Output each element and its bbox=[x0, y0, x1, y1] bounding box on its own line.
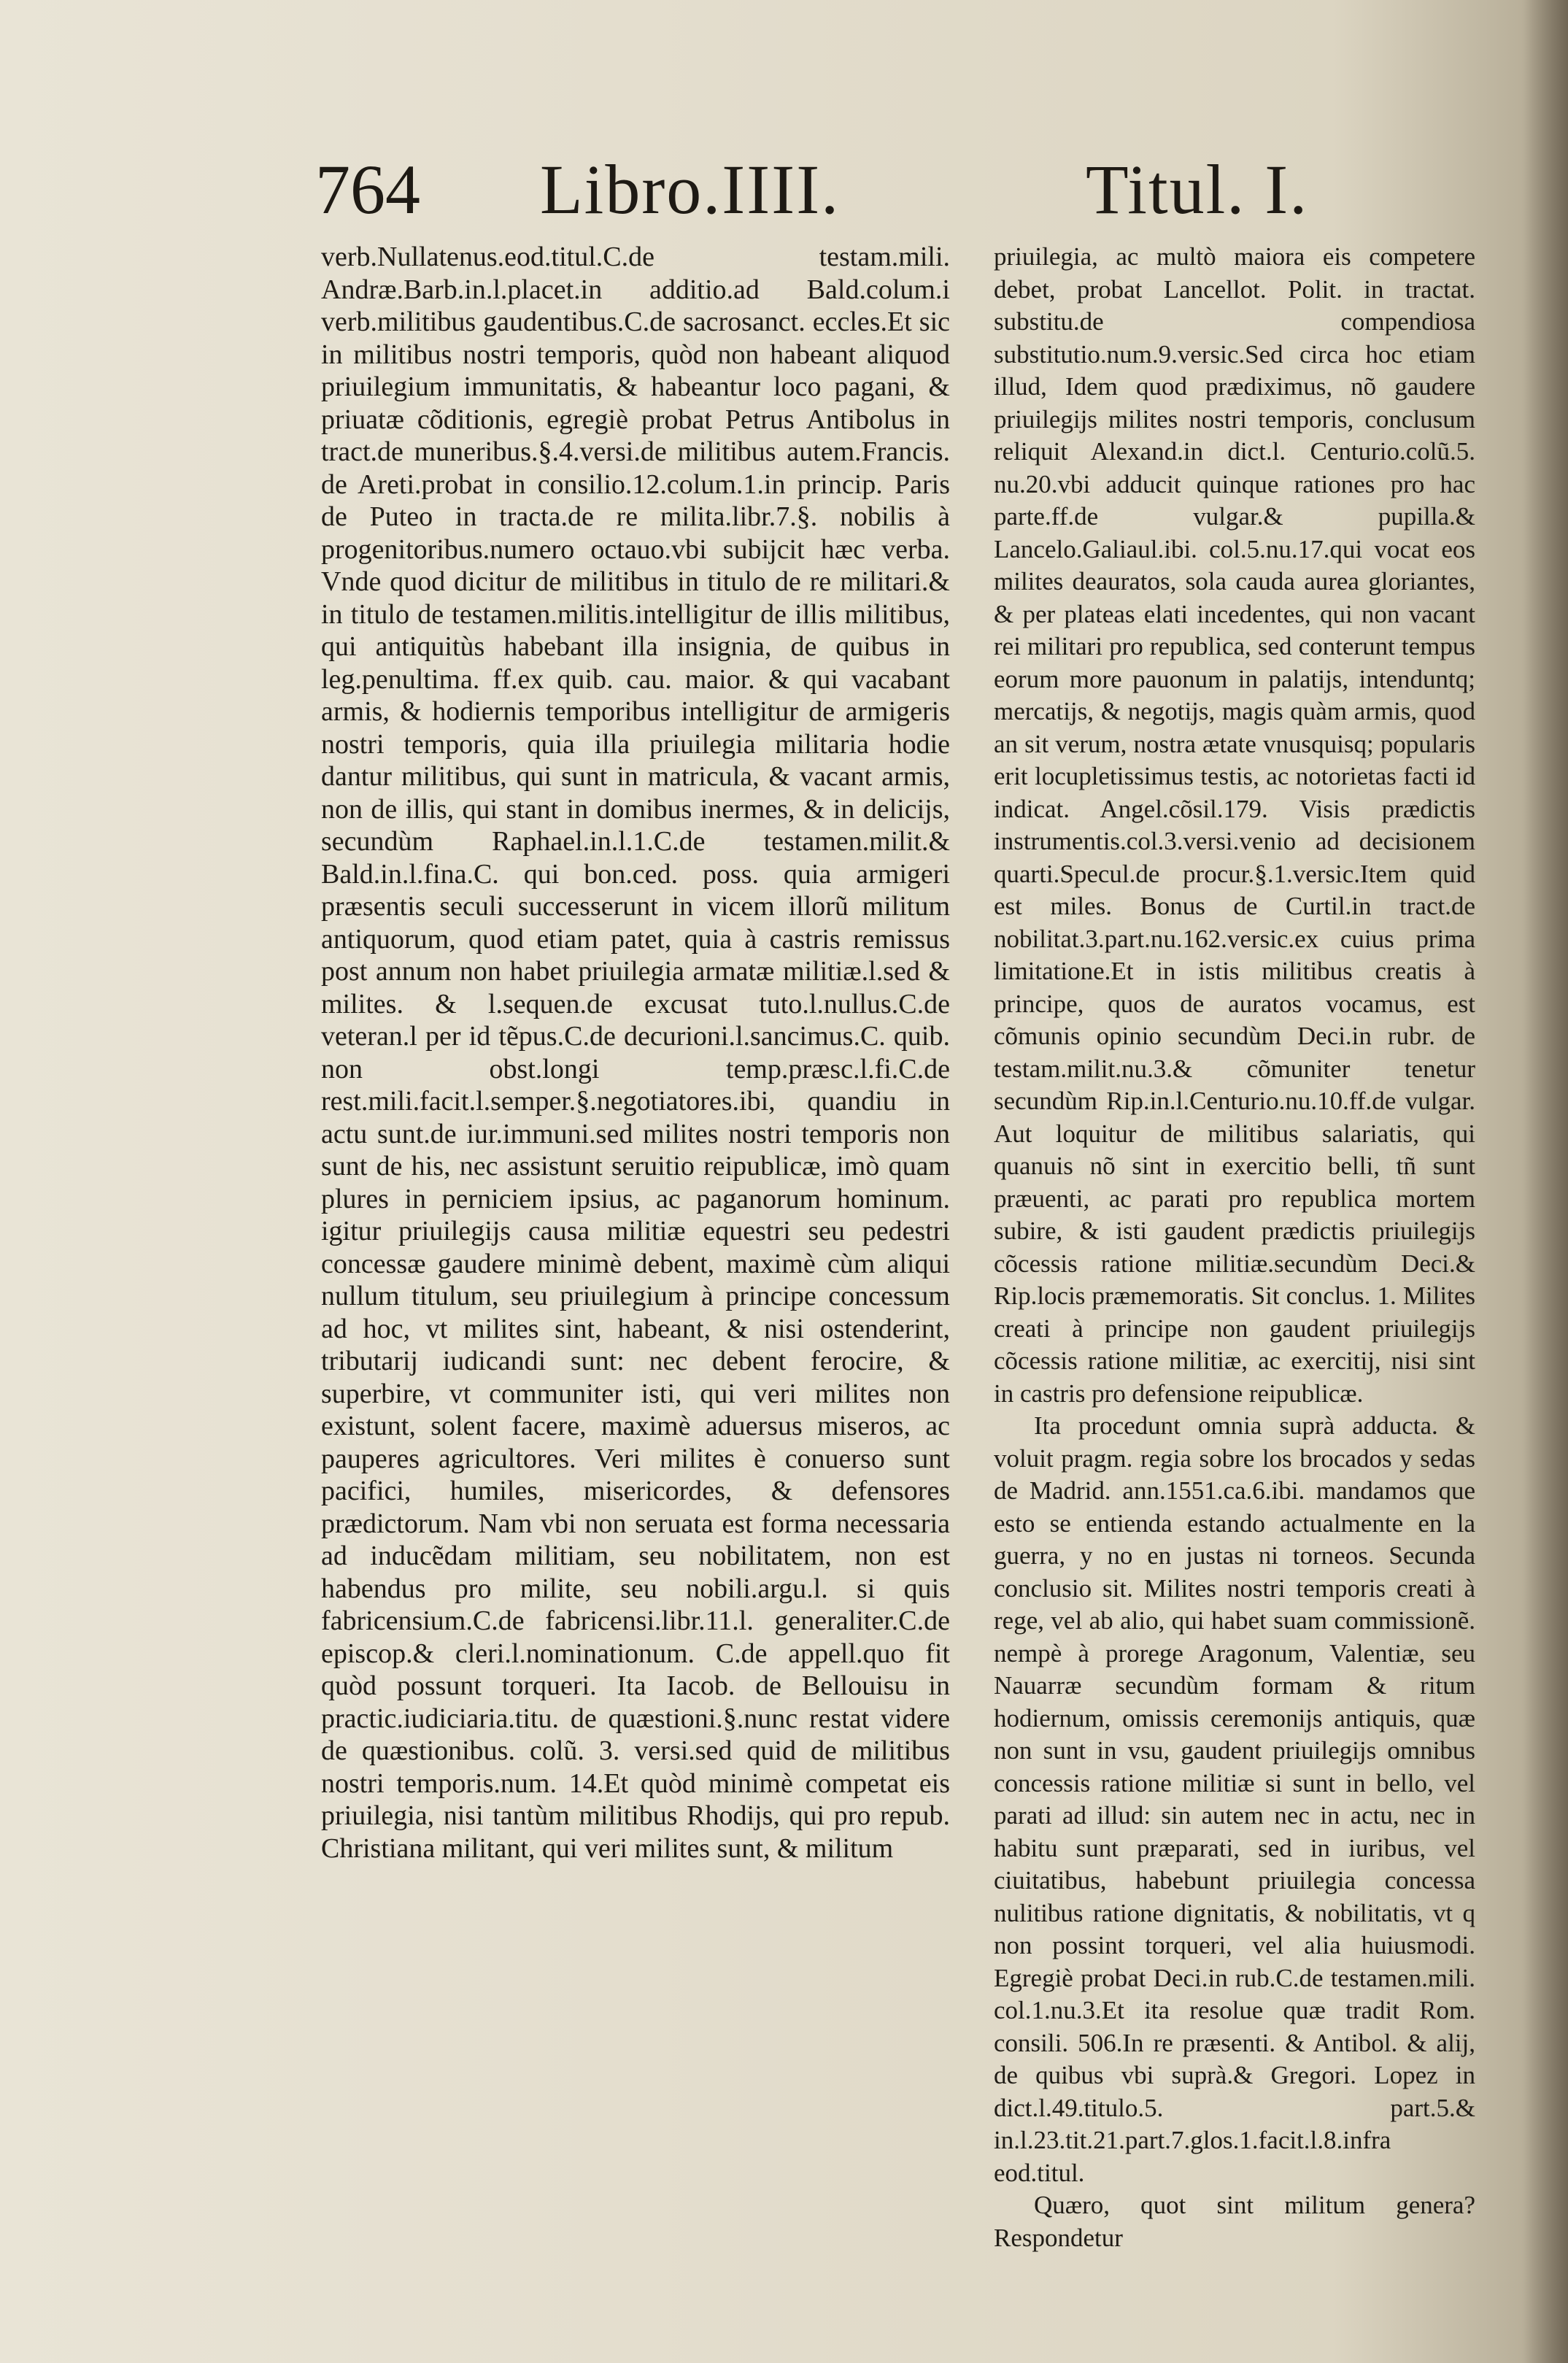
page-number: 764 bbox=[315, 150, 420, 228]
right-column-paragraph-2: Ita procedunt omnia suprà adducta. & voluit pragm. regia sobre los brocados y sedas de Madrid. ann.1551.ca.6.ibi. mandamos que esto se entienda estando actualmente en la guerra, y no en justas ni torneos. Secunda conclusio sit. Milites nostri temporis creati à rege, vel ab alio, qui habet suam commissionẽ. nempè à prorege Aragonum, Valentiæ, seu Nauarræ secundùm formam & ritum hodiernum, omissis ceremonijs antiquis, quæ non sunt in vsu, gaudent priuilegijs omnibus concessis ratione militiæ si sunt in bello, vel parati ad illud: sin autem nec in actu, nec in habitu sunt præparati, sed in iuribus, vel ciuitatibus, habebunt priuilegia concessa nulitibus ratione dignitatis, & nobilitatis, vt q non possint torqueri, vel alia huiusmodi. Egregiè probat Deci.in rub.C.de testamen.mili. col.1.nu.3.Et ita resolue quæ tradit Rom. consili. 506.In re præsenti. & Antibol. & alij, de quibus vbi suprà.& Gregori. Lopez in dict.l.49.titulo.5. part.5.& in.l.23.tit.21.part.7.glos.1.facit.l.8.infra eod.titul. bbox=[994, 1411, 1475, 2187]
running-head: Libro.IIII. bbox=[540, 150, 841, 228]
page-edge-shadow bbox=[1524, 0, 1568, 2363]
left-column-text: verb.Nullatenus.eod.titul.C.de testam.mili. Andræ.Barb.in.l.placet.in additio.ad Bald.colum.i verb.militibus gaudentibus.C.de sacrosanct. eccles.Et sic in militibus nostri temporis, quòd non habeant aliquod priuilegium immunitatis, & habeantur loco pagani, & priuatæ cõditionis, egregiè probat Petrus Antibolus in tract.de muneribus.§.4.versi.de militibus autem.Francis. de Areti.probat in consilio.12.colum.1.in princip. Paris de Puteo in tracta.de re milita.libr.7.§. nobilis à progenitoribus.numero octauo.vbi subijcit hæc verba. Vnde quod dicitur de militibus in titulo de re militari.& in titulo de testamen.militis.intelligitur de illis militibus, qui antiquitùs habebant illa insignia, de quibus in leg.penultima. ff.ex quib. cau. maior. & qui vacabant armis, & hodiernis temporibus intelligitur de armigeris nostri temporis, quia illa priuilegia militaria hodie dantur militibus, qui sunt in matricula, & vacant armis, non de illis, qui stant in domibus inermes, & in delicijs, secundùm Raphael.in.l.1.C.de testamen.milit.& Bald.in.l.fina.C. qui bon.ced. poss. quia armigeri præsentis seculi successerunt in vicem illorũ militum antiquorum, quod etiam patet, quia à castris remissus post annum non habet priuilegia armatæ militiæ.l.sed & milites. & l.sequen.de excusat tuto.l.nullus.C.de veteran.l per id tẽpus.C.de decurioni.l.sancimus.C. quib. non obst.longi temp.præsc.l.fi.C.de rest.mili.facit.l.semper.§.negotiatores.ibi, quandiu in actu sunt.de iur.immuni.sed milites nostri temporis non sunt de his, nec assistunt seruitio reipublicæ, imò quam plures in perniciem ipsius, ac paganorum hominum. igitur priuilegijs causa militiæ equestri seu pedestri concessæ gaudere minimè debent, maximè cùm aliqui nullum titulum, seu priuilegium à principe concessum ad hoc, vt milites sint, habeant, & nisi ostenderint, tributarij iudicandi sunt: nec debent ferocire, & superbire, vt communiter isti, qui veri milites non existunt, solent facere, maximè aduersus miseros, ac pauperes agricultores. Veri milites è conuerso sunt pacifici, humiles, misericordes, & defensores prædictorum. Nam vbi non seruata est forma necessaria ad inducẽdam militiam, seu nobilitatem, non est habendus pro milite, seu nobili.argu.l. si quis fabricensium.C.de fabricensi.libr.11.l. generaliter.C.de episcop.& cleri.l.nominationum. C.de appell.quo fit quòd possunt torqueri. Ita Iacob. de Bellouisu in practic.iudiciaria.titu. de quæstioni.§.nunc restat videre de quæstionibus. colũ. 3. versi.sed quid de militibus nostri temporis.num. 14.Et quòd minimè competat eis priuilegia, nisi tantùm militibus Rhodijs, qui pro repub. Christiana militant, qui veri milites sunt, & militum bbox=[321, 242, 950, 1864]
right-column-paragraph-3: Quæro, quot sint militum genera? Respondetur bbox=[994, 2191, 1475, 2252]
right-column-paragraph-1: priuilegia, ac multò maiora eis competere debet, probat Lancellot. Polit. in tractat. substitu.de compendiosa substitutio.num.9.versic.Sed circa hoc etiam illud, Idem quod prædiximus, nõ gaudere priuilegijs milites nostri temporis, conclusum reliquit Alexand.in dict.l. Centurio.colũ.5. nu.20.vbi adducit quinque rationes pro hac parte.ff.de vulgar.& pupilla.& Lancelo.Galiaul.ibi. col.5.nu.17.qui vocat eos milites deauratos, sola cauda aurea gloriantes, & per plateas elati incedentes, qui non vacant rei militari pro republica, sed conterunt tempus eorum more pauonum in palatijs, intenduntq; mercatijs, & negotijs, magis quàm armis, quod an sit verum, nostra ætate vnusquisq; popularis erit locupletissimus testis, ac notorietas facti id indicat. Angel.cõsil.179. Visis prædictis instrumentis.col.3.versi.venio ad decisionem quarti.Specul.de procur.§.1.versic.Item quid est miles. Bonus de Curtil.in tract.de nobilitat.3.part.nu.162.versic.ex cuius prima limitatione.Et in istis militibus creatis à principe, quos de auratos vocamus, est cõmunis opinio secundùm Deci.in rubr. de testam.milit.nu.3.& cõmuniter tenetur secundùm Rip.in.l.Centurio.nu.10.ff.de vulgar. Aut loquitur de militibus salariatis, qui quanuis nõ sint in exercitio belli, tñ sunt præuenti, ac parati pro republica mortem subire, & isti gaudent prædictis priuilegijs cõcessis ratione militiæ.secundùm Deci.& Rip.locis præmemoratis. Sit conclus. 1. Milites creati à principe non gaudent priuilegijs cõcessis ratione militiæ, ac exercitij, nisi sint in castris pro defensione reipublicæ. bbox=[994, 242, 1475, 1408]
right-column bbox=[994, 241, 1475, 2254]
section-title: Titul. I. bbox=[1086, 150, 1309, 228]
left-column bbox=[321, 241, 950, 1865]
